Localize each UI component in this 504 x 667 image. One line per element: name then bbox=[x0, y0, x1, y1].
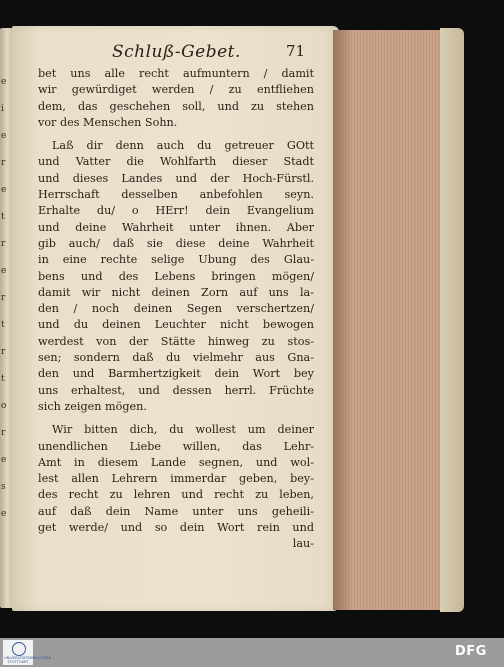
logo-text-line-1: UNIVERSITÄTSBIBLIOTHEK bbox=[4, 656, 51, 660]
dfg-logo: DFG bbox=[455, 644, 487, 659]
paragraph bbox=[38, 422, 314, 552]
left-page-fragment: o bbox=[1, 401, 7, 411]
left-page-fragment: e bbox=[1, 266, 7, 276]
left-page-fragment: e bbox=[1, 455, 7, 465]
left-page-fragment: r bbox=[1, 239, 6, 249]
text-line: uns erhaltest, und dessen herrl. Früchte bbox=[38, 383, 314, 397]
page-body bbox=[38, 66, 314, 553]
text-line: get werde/ und so dein Wort rein und bbox=[38, 521, 314, 535]
left-page-fragment: r bbox=[1, 293, 6, 303]
text-line: und du deinen Leuchter nicht bewogen bbox=[38, 318, 314, 332]
page-number: 71 bbox=[286, 42, 306, 60]
text-line: lest allen Lehrern immerdar geben, bey- bbox=[38, 472, 314, 486]
left-page-edge bbox=[0, 28, 12, 608]
catchword: lau- bbox=[292, 537, 314, 551]
text-line: bens und des Lebens bringen mögen/ bbox=[38, 269, 314, 283]
text-line: und dieses Landes und der Hoch-Fürstl. bbox=[38, 171, 314, 185]
right-page bbox=[12, 26, 339, 611]
left-page-fragment: i bbox=[1, 104, 4, 114]
text-line: in eine rechte selige Ubung des Glau- bbox=[38, 253, 314, 267]
paragraph-gap bbox=[38, 415, 314, 422]
text-line: dem, das geschehen soll, und zu stehen bbox=[38, 99, 314, 113]
text-line: gib auch/ daß sie diese deine Wahrheit bbox=[38, 236, 314, 250]
text-line: den / noch deinen Segen verschertzen/ bbox=[38, 302, 314, 316]
text-line: vor des Menschen Sohn. bbox=[38, 115, 178, 129]
left-page-fragment: t bbox=[1, 320, 5, 330]
text-line: des recht zu lehren und recht zu leben, bbox=[38, 488, 314, 502]
left-page-fragment: s bbox=[1, 482, 6, 492]
page-header bbox=[12, 42, 339, 64]
text-line: Erhalte du/ o HErr! dein Evangelium bbox=[38, 204, 314, 218]
left-page-fragment: r bbox=[1, 347, 6, 357]
text-line: damit wir nicht deinen Zorn auf uns la- bbox=[38, 285, 314, 299]
page-gutter-shadow bbox=[333, 30, 353, 610]
text-line: Wir bitten dich, du wollest um deiner bbox=[52, 423, 314, 437]
left-page-fragment: t bbox=[1, 374, 5, 384]
text-line: auf daß dein Name unter uns geheili- bbox=[38, 504, 314, 518]
left-page-fragment: r bbox=[1, 428, 6, 438]
left-page-fragment: e bbox=[1, 185, 7, 195]
text-line: Laß dir denn auch du getreuer GOtt bbox=[52, 139, 314, 153]
text-line: und Vatter die Wohlfarth dieser Stadt bbox=[38, 155, 314, 169]
text-line: bet uns alle recht aufmuntern / damit bbox=[38, 67, 314, 80]
logo-text-line-2: STUTTGART bbox=[7, 660, 29, 664]
text-line: Amt in diesem Lande segnen, und wol- bbox=[38, 455, 314, 469]
paragraph bbox=[38, 66, 314, 131]
left-page-fragment: e bbox=[1, 77, 7, 87]
left-page-fragment: e bbox=[1, 131, 7, 141]
text-line: sich zeigen mögen. bbox=[38, 399, 147, 413]
library-seal-icon bbox=[12, 642, 26, 656]
paragraph bbox=[38, 138, 314, 415]
back-cover-board bbox=[440, 28, 464, 612]
text-line: sen; sondern daß du vielmehr aus Gna- bbox=[38, 351, 314, 365]
paragraph-gap bbox=[38, 131, 314, 138]
text-line: den und Barmhertzigkeit dein Wort bey bbox=[38, 367, 314, 381]
text-line: werdest von der Stätte hinweg zu stos- bbox=[38, 334, 314, 348]
running-head: Schluß-Gebet. bbox=[112, 42, 241, 62]
text-line: unendlichen Liebe willen, das Lehr- bbox=[38, 439, 314, 453]
text-line: wir gewürdiget werden / zu entfliehen bbox=[38, 83, 314, 97]
text-line: Herrschaft desselben anbefohlen seyn. bbox=[38, 188, 314, 202]
library-logo bbox=[3, 640, 51, 665]
left-page-fragment: t bbox=[1, 212, 5, 222]
text-line: und deine Wahrheit unter ihnen. Aber bbox=[38, 220, 314, 234]
left-page-fragment: r bbox=[1, 158, 6, 168]
viewer-footer-bar bbox=[0, 638, 504, 667]
left-page-fragment: e bbox=[1, 509, 7, 519]
